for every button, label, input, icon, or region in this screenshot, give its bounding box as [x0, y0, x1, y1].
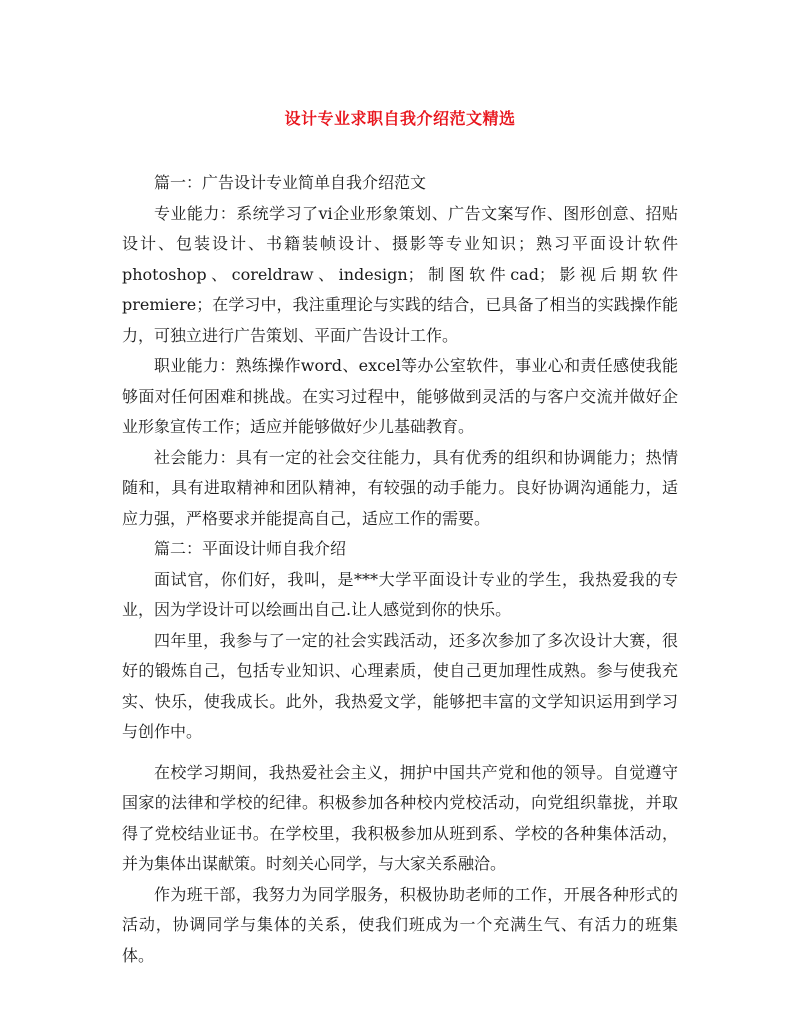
paragraph-professional-ability: 专业能力：系统学习了vi企业形象策划、广告文案写作、图形创意、招贴设计、包装设计、书籍装帧设计、摄影等专业知识；熟习平面设计软件photoshop、coreldraw、indesign；制图软件cad；影视后期软件premiere；在学习中，我注重理论与实践的结合，已具备了相当的实践操作能力，可独立进行广告策划、平面广告设计工作。 [122, 203, 678, 345]
section-heading-2: 篇二：平面设计师自我介绍 [154, 539, 347, 558]
paragraph-four-years: 四年里，我参与了一定的社会实践活动，还多次参加了多次设计大赛，很好的锻炼自己，包括专业知识、心理素质，使自己更加理性成熟。参与使我充实、快乐，使我成长。此外，我热爱文学，能够把丰富的文学知识运用到学习与创作中。 [122, 630, 678, 741]
paragraph-class-cadre: 作为班干部，我努力为同学服务，积极协助老师的工作，开展各种形式的活动，协调同学与集体的关系，使我们班成为一个充满生气、有活力的班集体。 [122, 884, 678, 965]
section-heading-1: 篇一：广告设计专业简单自我介绍范文 [154, 173, 427, 192]
document-body [122, 168, 678, 971]
paragraph-career-ability: 职业能力：熟练操作word、excel等办公室软件，事业心和责任感使我能够面对任何困难和挑战。在实习过程中，能够做到灵活的与客户交流并做好企业形象宣传工作；适应并能够做好少儿基础教育。 [122, 356, 678, 436]
paragraph-school-period: 在校学习期间，我热爱社会主义，拥护中国共产党和他的领导。自觉遵守国家的法律和学校的纪律。积极参加各种校内党校活动，向党组织靠拢，并取得了党校结业证书。在学校里，我积极参加从班到系、学校的各种集体活动，并为集体出谋献策。时刻关心同学，与大家关系融洽。 [122, 762, 678, 873]
paragraph-greeting: 面试官，你们好，我叫，是***大学平面设计专业的学生，我热爱我的专业，因为学设计可以绘画出自己.让人感觉到你的快乐。 [122, 569, 678, 619]
paragraph-social-ability: 社会能力：具有一定的社会交往能力，具有优秀的组织和协调能力；热情随和，具有进取精神和团队精神，有较强的动手能力。良好协调沟通能力，适应力强，严格要求并能提高自己，适应工作的需要。 [122, 447, 678, 528]
document-title: 设计专业求职自我介绍范文精选 [284, 109, 516, 128]
